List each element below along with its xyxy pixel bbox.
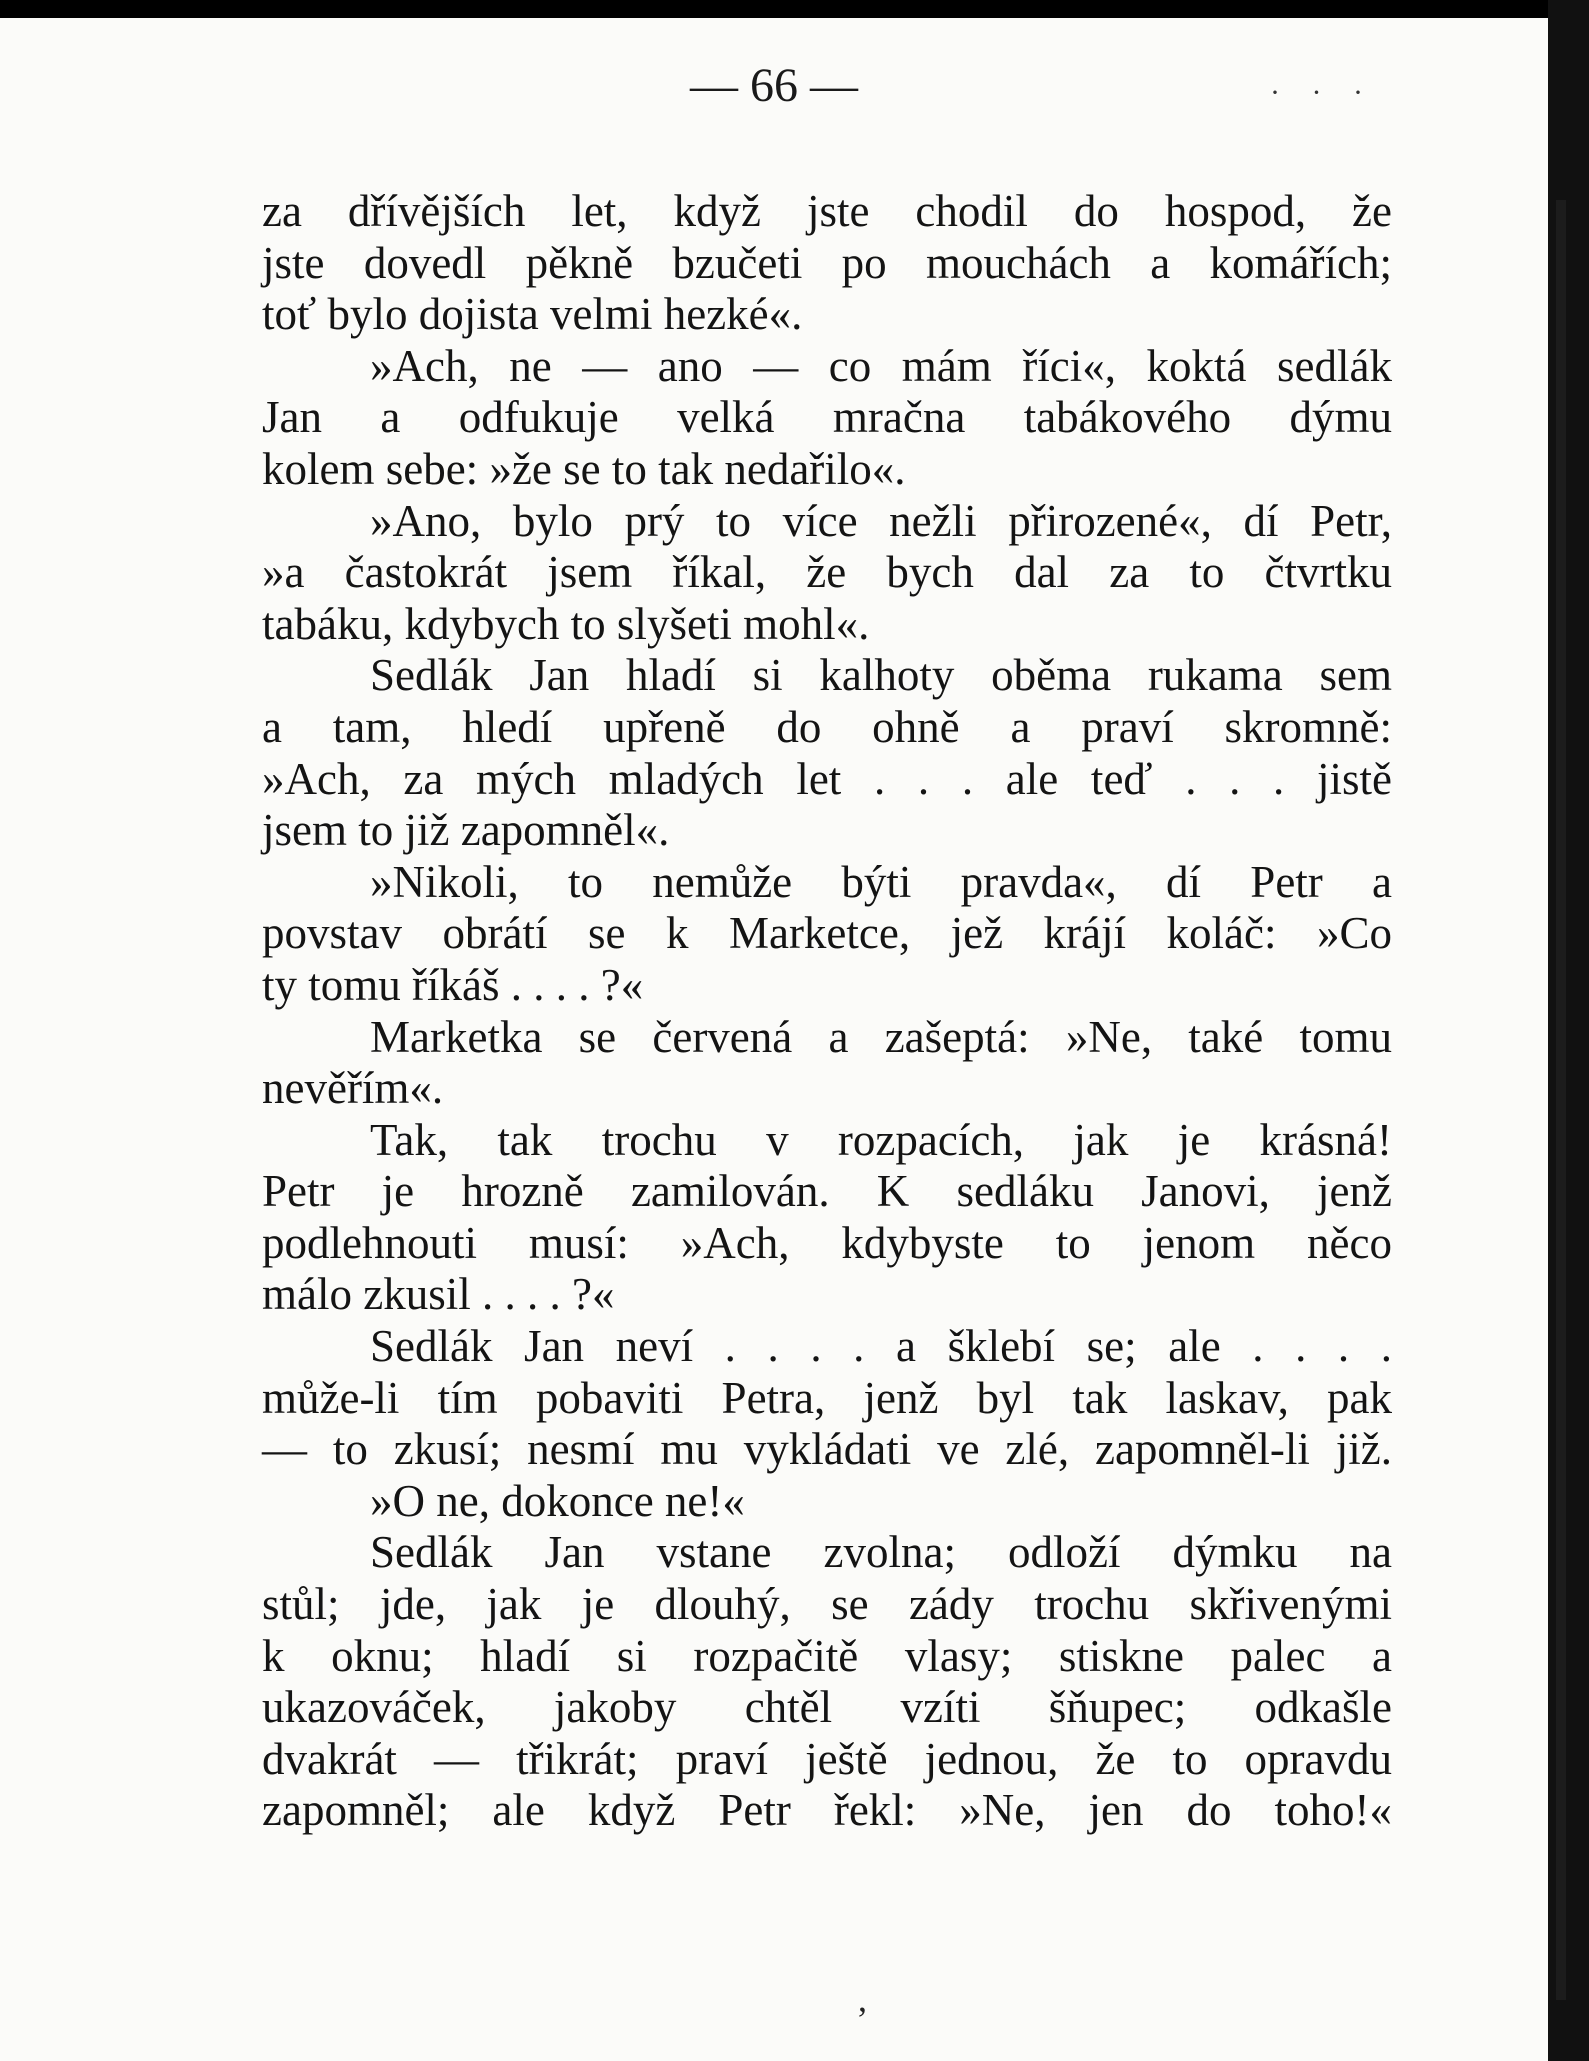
text-line: Sedlák Jan hladí si kalhoty oběma rukama sem [370, 650, 1392, 701]
text-line: jsem to již zapomněl«. [262, 805, 670, 856]
text-line: — to zkusí; nesmí mu vykládati ve zlé, zapomněl-li již. [262, 1424, 1392, 1475]
text-line: Jan a odfukuje velká mračna tabákového dýmu [262, 392, 1392, 443]
body-text [262, 186, 1392, 1837]
text-line: tabáku, kdybych to slyšeti mohl«. [262, 598, 870, 649]
text-line: Sedlák Jan vstane zvolna; odloží dýmku na [370, 1527, 1392, 1578]
text-line: Petr je hrozně zamilován. K sedláku Janovi, jenž [262, 1166, 1392, 1217]
text-line: »O ne, dokonce ne!« [370, 1475, 745, 1526]
text-line: nevěřím«. [262, 1063, 444, 1114]
text-line: k oknu; hladí si rozpačitě vlasy; stiskne palec a [262, 1630, 1392, 1681]
text-line: povstav obrátí se k Marketce, jež krájí koláč: »Co [262, 908, 1392, 959]
ink-specks: · · · [1270, 76, 1375, 109]
text-line: ty tomu říkáš . . . . ?« [262, 959, 644, 1010]
text-line: »Nikoli, to nemůže býti pravda«, dí Petr a [370, 856, 1392, 907]
text-line: kolem sebe: »že se to tak nedařilo«. [262, 443, 906, 494]
page-edge-shadow [1548, 0, 1589, 2061]
text-line: zapomněl; ale když Petr řekl: »Ne, jen do toho!« [262, 1785, 1392, 1836]
text-line: »Ach, ne — ano — co mám říci«, koktá sedlák [370, 340, 1392, 391]
footer-mark: , [858, 1979, 867, 2019]
text-line: a tam, hledí upřeně do ohně a praví skromně: [262, 701, 1392, 752]
text-line: za dřívějších let, když jste chodil do hospod, že [262, 186, 1392, 236]
text-line: může-li tím pobaviti Petra, jenž byl tak laskav, pak [262, 1372, 1392, 1423]
text-line: »Ach, za mých mladých let . . . ale teď . . . jistě [262, 753, 1392, 804]
page-number: — 66 — [690, 59, 858, 112]
text-line: málo zkusil . . . . ?« [262, 1269, 615, 1320]
text-line: stůl; jde, jak je dlouhý, se zády trochu skřivenými [262, 1579, 1392, 1630]
text-line: »Ano, bylo prý to více nežli přirozené«, dí Petr, [370, 495, 1392, 546]
text-line: Tak, tak trochu v rozpacích, jak je krásná! [370, 1114, 1392, 1165]
text-line: dvakrát — třikrát; praví ještě jednou, že to opravdu [262, 1733, 1392, 1784]
text-line: Sedlák Jan neví . . . . a šklebí se; ale . . . . [370, 1321, 1392, 1372]
text-line: »a častokrát jsem říkal, že bych dal za to čtvrtku [262, 547, 1392, 598]
text-line: jste dovedl pěkně bzučeti po mouchách a komářích; [262, 237, 1392, 288]
text-line: ukazováček, jakoby chtěl vzíti šňupec; odkašle [262, 1682, 1392, 1733]
text-line: podlehnouti musí: »Ach, kdybyste to jenom něco [262, 1217, 1392, 1268]
text-line: Marketka se červená a zašeptá: »Ne, také tomu [370, 1011, 1392, 1062]
page-edge-strip [1556, 200, 1566, 2000]
text-line: toť bylo dojista velmi hezké«. [262, 289, 803, 340]
